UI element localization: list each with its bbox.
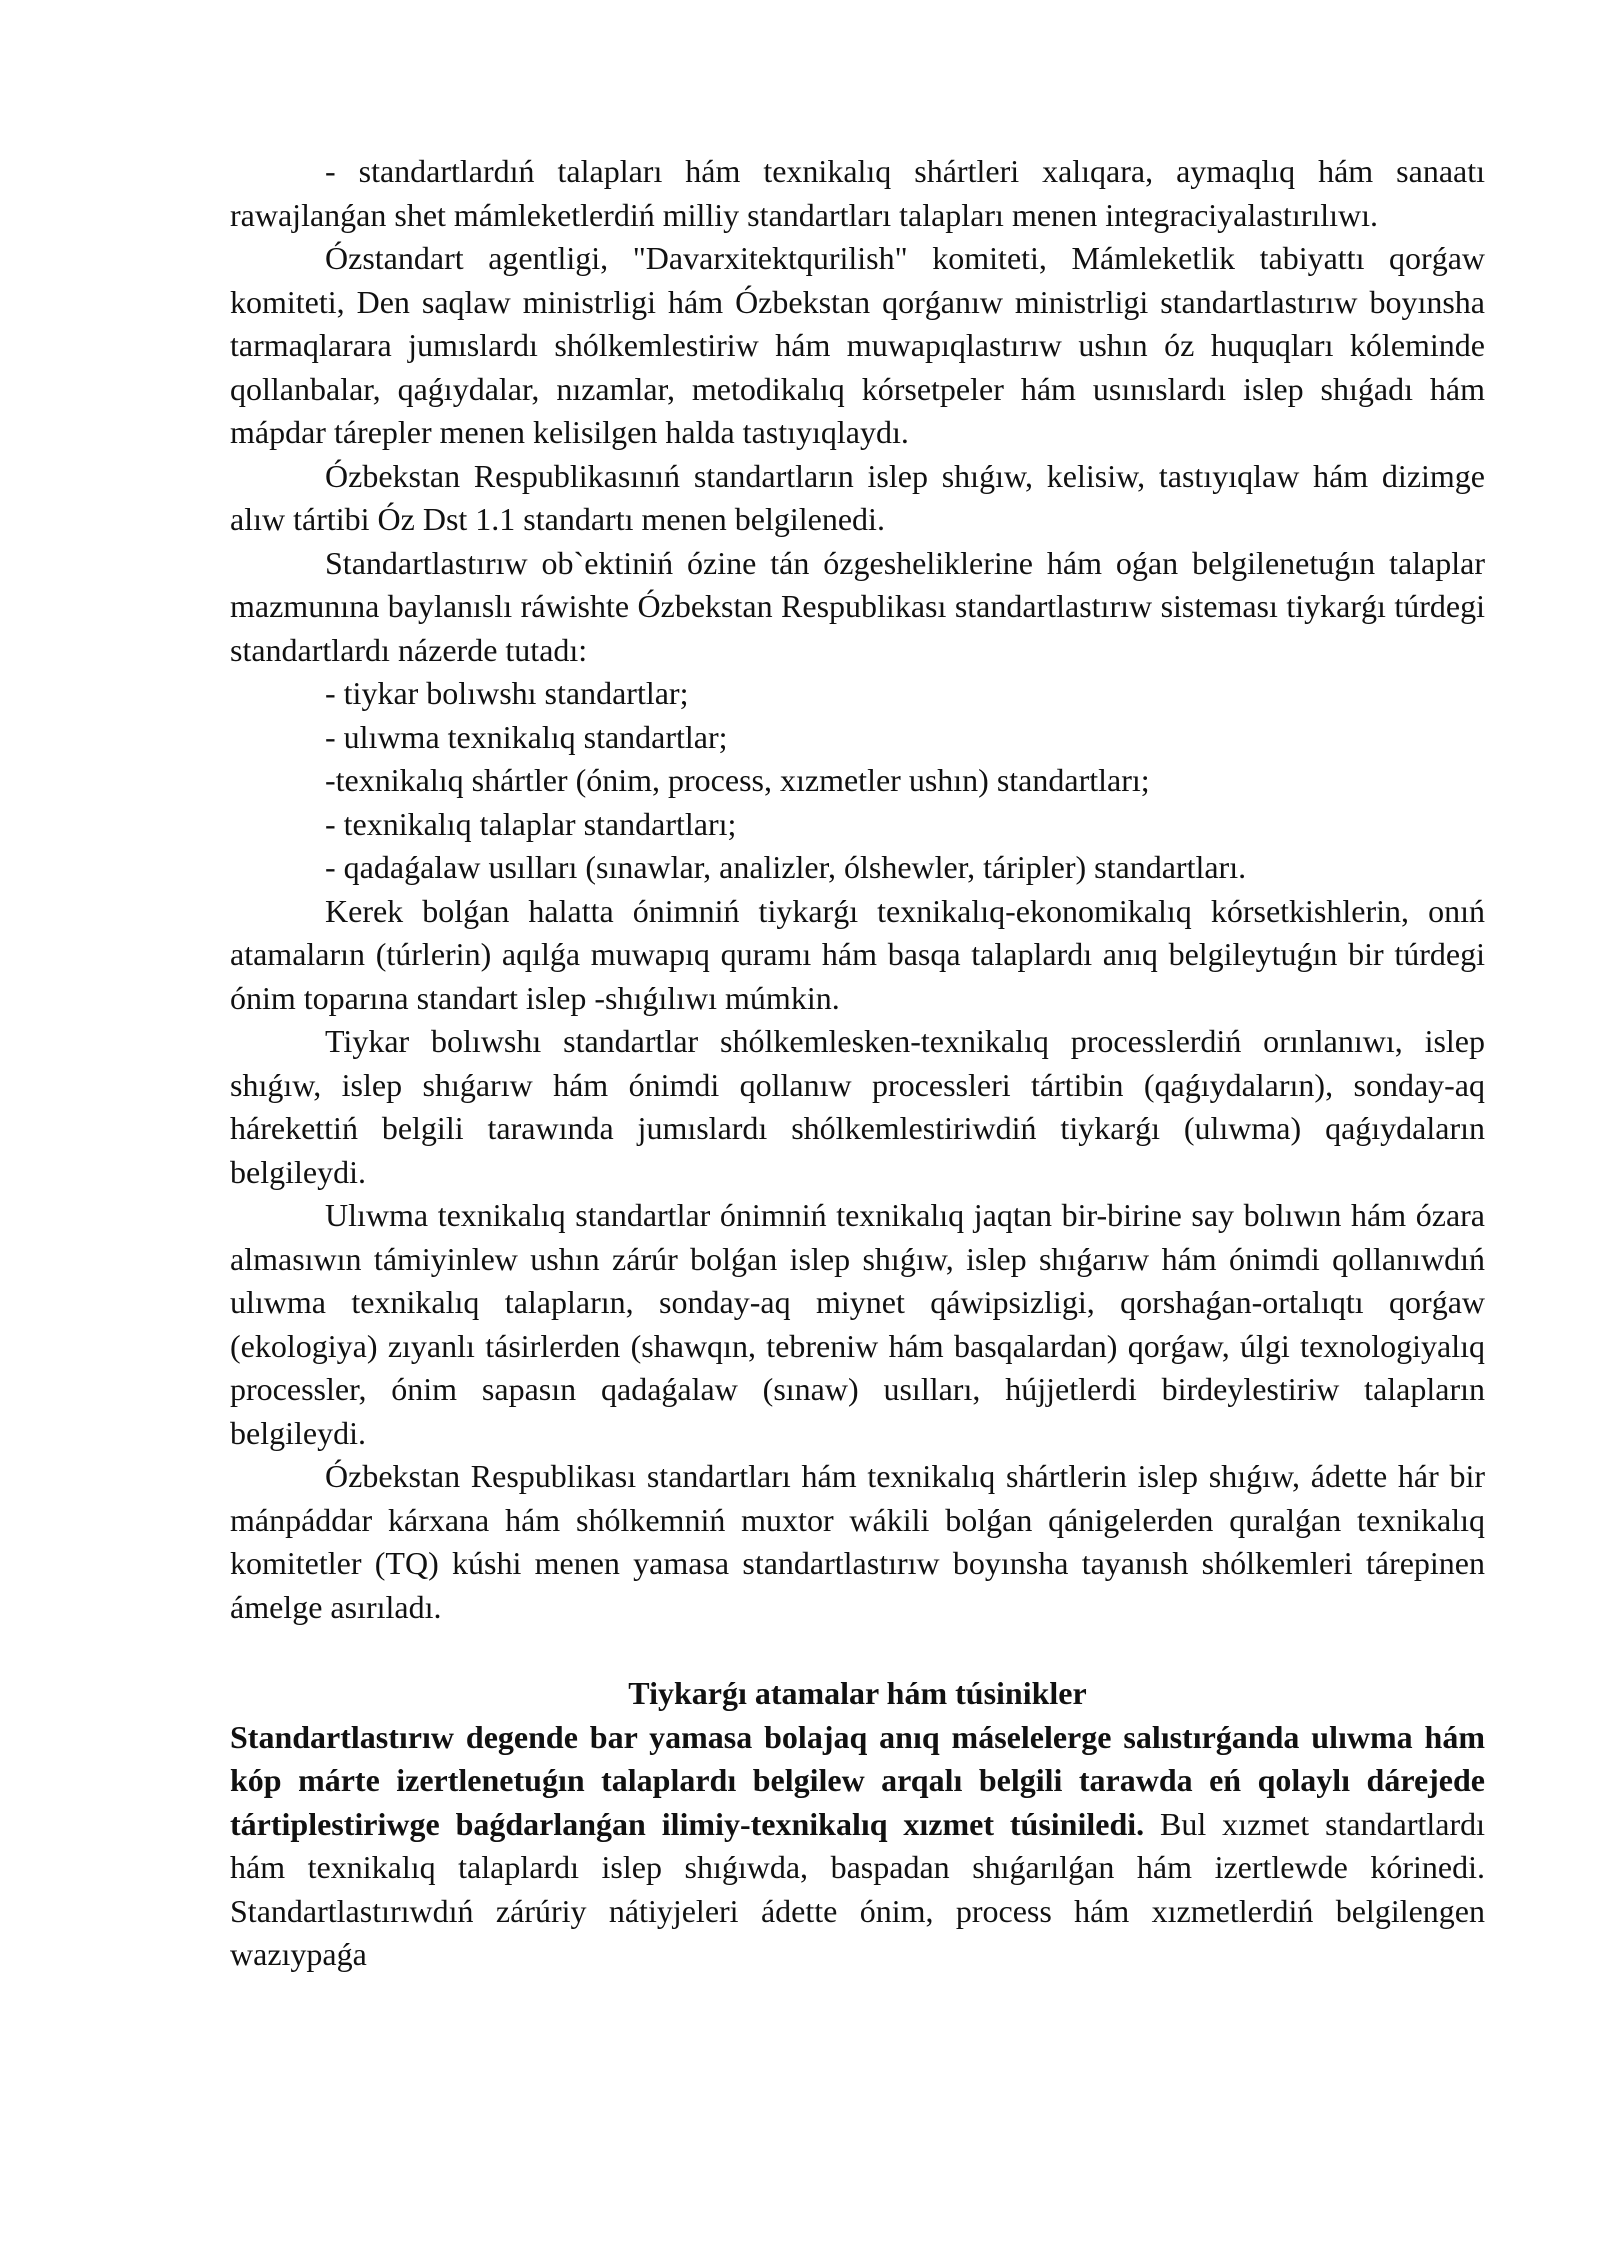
list-item: - ulıwma texnikalıq standartlar;	[325, 718, 728, 755]
list-item: - texnikalıq talaplar standartları;	[325, 805, 737, 842]
document-page	[230, 150, 1485, 1977]
paragraph-integration: - standartlardıń talapları hám texnikalıq shártleri xalıqara, aymaqlıq hám sanaatı rawajlanǵan shet mámleketlerdiń milliy standartları talapları menen integraciyalastırılıwı.	[230, 153, 1485, 233]
list-item: -texnikalıq shártler (ónim, process, xızmetler ushın) standartları;	[325, 762, 1150, 798]
definition-bold-text: Standartlastırıw degende bar yamasa bolajaq anıq máselelerge salıstırǵanda ulıwma hám kóp márte izertlenetuǵın talaplardı belgilew arqalı belgili tarawda eń qolaylı dárejede tártiplestiriwge baǵdarlanǵan ilimiy-texnikalıq xızmet túsiniledi.	[230, 1718, 1485, 1842]
paragraph-standard-types-intro: Standartlastırıw ob`ektiniń ózine tán ózgesheliklerine hám oǵan belgilenetuǵın talaplar mazmunına baylanıslı ráwishte Ózbekstan Respublikası standartlastırıw sisteması tiykarǵı túrdegi standartlardı názerde tutadı:	[230, 544, 1485, 668]
definition-regular-text: Bul xızmet standartlardı hám texnikalıq talaplardı islep shıǵıwda, baspadan shıǵarılǵan hám izertlewde kórinedi. Standartlastırıwdıń zárúriy nátiyjeleri ádette ónim, process hám xızmetlerdiń belgilengen wazıypaǵa	[230, 1805, 1486, 1972]
list-item: - qadaǵalaw usılları (sınawlar, analizler, ólshewler, táripler) standartları.	[325, 849, 1247, 885]
paragraph-agencies: Ózstandart agentligi, "Davarxitektqurilish" komiteti, Mámleketlik tabiyattı qorǵaw komiteti, Den saqlaw ministrligi hám Ózbekstan qorǵanıw ministrligi standartlastırıw boyınsha tarmaqlarara jumıslardı shólkemlestiriw hám muwapıqlastırıw ushın óz huquqları kóleminde qollanbalar, qaǵıydalar, nızamlar, metodikalıq kórsetpeler hám usınıslardı islep shıǵadı hám mápdar tárepler menen kelisilgen halda tastıyıqlaydı.	[230, 240, 1485, 450]
paragraph-product-group: Kerek bolǵan halatta ónimniń tiykarǵı texnikalıq-ekonomikalıq kórsetkishlerin, onıń atamaların (túrlerin) aqılǵa muwapıq quramı hám basqa talaplardı anıq belgileytuǵın bir túrdegi ónim toparına standart islep -shıǵılıwı múmkin.	[230, 892, 1485, 1016]
section-heading: Tiykarǵı atamalar hám túsinikler	[628, 1675, 1087, 1711]
paragraph-general-technical: Ulıwma texnikalıq standartlar ónimniń texnikalıq jaqtan bir-birine say bolıwın hám ózara almasıwın támiyinlew ushın zárúr bolǵan islep shıǵıw, islep shıǵarıw hám ónimdi qollanıwdıń ulıwma texnikalıq talapların, sonday-aq miynet qáwipsizligi, qorshaǵan-ortalıqtı qorǵaw (ekologiya) zıyanlı tásirlerden (shawqın, tebreniw hám basqalardan) qorǵaw, úlgi texnologiyalıq processler, ónim sapasın qadaǵalaw (sınaw) usılları, hújjetlerdi birdeylestiriw talapların belgileydi.	[230, 1197, 1485, 1451]
list-item: - tiykar bolıwshı standartlar;	[325, 675, 689, 711]
paragraph-definition	[230, 1716, 1485, 1977]
paragraph-base-standards: Tiykar bolıwshı standartlar shólkemlesken-texnikalıq processlerdiń orınlanıwı, islep shıǵıw, islep shıǵarıw hám ónimdi qollanıw processleri tártibin (qaǵıydaların), sonday-aq hárekettiń belgili tarawında jumıslardı shólkemlestiriwdiń tiykarǵı (ulıwma) qaǵıydaların belgileydi.	[230, 1023, 1485, 1190]
paragraph-technical-committees: Ózbekstan Respublikası standartları hám texnikalıq shártlerin islep shıǵıw, ádette hár bir mánpáddar kárxana hám shólkemniń muxtor wákili bolǵan qánigelerden quralǵan texnikalıq komitetler (TQ) kúshi menen yamasa standartlastırıw boyınsha tayanısh shólkemleri tárepinen ámelge asırıladı.	[230, 1458, 1485, 1625]
paragraph-procedure: Ózbekstan Respublikasınıń standartların islep shıǵıw, kelisiw, tastıyıqlaw hám dizimge alıw tártibi Óz Dst 1.1 standartı menen belgilenedi.	[230, 457, 1485, 537]
